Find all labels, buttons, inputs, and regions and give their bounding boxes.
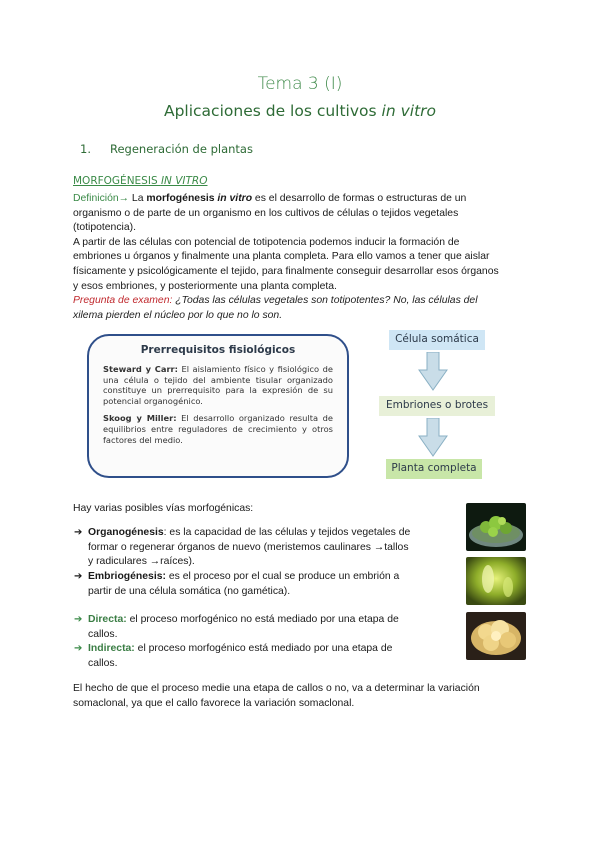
definition-pre: La [129, 193, 147, 204]
para-line-2: embriones u órganos y finalmente una planta completa. Para ello vamos a tener que aislar [73, 251, 490, 263]
indirect-text-1: el proceso morfogénico está mediado por una etapa de [134, 643, 393, 654]
definition-bold-italic: in vitro [217, 193, 253, 204]
definition-label: Definición→ [73, 193, 130, 204]
page-title: Tema 3 (I) [257, 74, 343, 94]
embryo-term: Embriogénesis: [88, 571, 166, 582]
exam-label: Pregunta de examen: [73, 295, 173, 307]
list-item-direct [74, 613, 460, 642]
embryogenesis-photo [466, 557, 526, 605]
conclusion-line-1: El hecho de que el proceso medie una etapa de callos o no, va a determinar la variación [73, 683, 480, 694]
section-title: Regeneración de plantas [110, 142, 253, 156]
prereq-item2-text: El desarrollo organizado resulta de equilibrios entre reguladores de crecimiento y otros factores del medio. [103, 413, 333, 445]
organo-text-1: : es la capacidad de las células y tejidos vegetales de [163, 527, 411, 538]
conclusion-paragraph [73, 682, 528, 711]
organo-text-2: formar o regenerar órganos de nuevo (meristemos caulinares →tallos [88, 541, 409, 553]
para-line-3: físicamente y psicológicamente el tejido, para finalmente conseguir desarrollar esos órganos [73, 265, 499, 277]
arrow-bullet-icon: ➔ [74, 527, 83, 538]
prereq-item2-author: Skoog y Miller: [103, 413, 177, 424]
prereq-item-1 [103, 364, 333, 406]
section-heading [80, 142, 253, 156]
direct-text-2: callos. [88, 628, 118, 640]
embryo-text-1: es el proceso por el cual se produce un embrión a [165, 571, 400, 582]
prereq-item1-author: Steward y Carr: [103, 364, 178, 374]
flow-step-somatic-cell: Célula somática [389, 330, 485, 350]
definition-line-1 [73, 192, 528, 207]
definition-line-2: organismo o de parte de un organismo en los cultivos de células o tejidos vegetales [73, 207, 459, 219]
page-subtitle [0, 102, 600, 120]
section-number: 1. [80, 142, 91, 156]
prereq-title: Prerrequisitos fisiológicos [140, 344, 296, 356]
prereq-item1-text: El aislamiento físico y fisiológico de una célula o tejido del ambiente tisular organizado constituye un prerrequisito para la expresión de su potencial organogénico. [103, 364, 333, 406]
organo-text-3: y radiculares →raíces). [88, 556, 195, 568]
arrow-bullet-icon: ➔ [74, 643, 83, 654]
flow-step-embryos-shoots: Embriones o brotes [379, 396, 495, 416]
morph-heading-main: MORFOGÉNESIS [73, 175, 161, 187]
indirect-term: Indirecta: [88, 643, 135, 654]
para-line-4: y esos embriones, y posteriormente una planta completa. [73, 280, 337, 292]
list-item-embryogenesis [74, 570, 460, 599]
embryo-text-2: partir de una célula somática (no gamética). [88, 585, 291, 597]
organogenesis-photo [466, 503, 526, 551]
definition-bold: morfogénesis [146, 193, 218, 204]
definition-line-3: (totipotencia). [73, 222, 136, 234]
subtitle-main: Aplicaciones de los cultivos [163, 102, 382, 120]
exam-question-2: xilema pierden el núcleo por lo que no lo son. [73, 309, 283, 321]
indirect-text-2: callos. [88, 657, 118, 669]
organo-term: Organogénesis [88, 527, 164, 538]
flow-step-complete-plant: Planta completa [386, 459, 482, 479]
conclusion-line-2: somaclonal, ya que el callo favorece la variación somaclonal. [73, 697, 355, 709]
prereq-item-2 [103, 413, 333, 445]
list-item-indirect [74, 642, 460, 671]
exam-line-1 [73, 294, 528, 309]
morph-heading-italic: IN VITRO [160, 175, 208, 187]
definition-rest: es el desarrollo de formas o estructuras de un [252, 193, 467, 204]
direct-term: Directa: [88, 614, 127, 625]
subtitle-italic: in vitro [381, 102, 437, 120]
definition-paragraph [73, 192, 528, 323]
morphogenesis-heading [73, 175, 208, 187]
direct-text-1: el proceso morfogénico no está mediado por una etapa de [126, 614, 399, 625]
flow-arrow-2-icon [418, 418, 448, 458]
list-item-organogenesis [74, 526, 460, 570]
arrow-bullet-icon: ➔ [74, 571, 83, 582]
para-line-1: A partir de las células con potencial de totipotencia podemos inducir la formación de [73, 236, 460, 248]
pathways-intro: Hay varias posibles vías morfogénicas: [73, 503, 254, 514]
exam-question-1: ¿Todas las células vegetales son totipotentes? No, las células del [172, 295, 478, 307]
callus-photo [466, 612, 526, 660]
arrow-bullet-icon: ➔ [74, 614, 83, 625]
prerequisites-box [87, 334, 349, 478]
flow-arrow-1-icon [418, 352, 448, 392]
